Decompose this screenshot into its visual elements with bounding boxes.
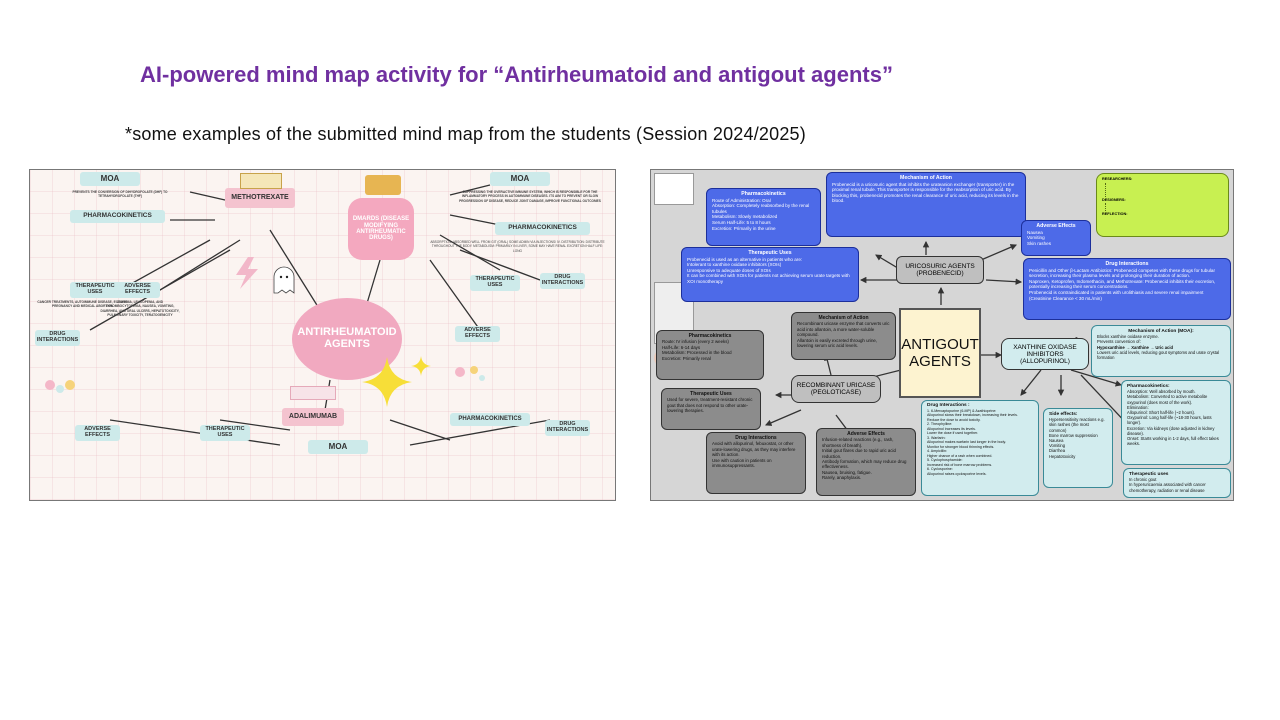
box-line: Rarely, anaphylaxis. [822,475,862,481]
box-line: Lowers uric acid levels, reducing gout symptoms and urate crystal formation [1097,349,1220,361]
designers-title: DESIGNERS: [1102,197,1126,202]
box-line: Allopurinol raises cyclosporine levels. [927,471,987,476]
ae-label: ADVERSE EFFECTS [124,283,151,295]
tu-methotrexate-text: CANCER TREATMENTS, AUTOIMMUNE DISEASE, ECTOPIC PREGNANCY AND MEDICAL ABORTION [37,300,128,309]
box-line: 6. Cyclosporine: [927,467,953,471]
sparkle-icon [360,355,415,410]
box-line: Allantoin is easily excreted through urine, lowering serum uric acid levels. [797,337,878,349]
box-line: Penicillin and Other β-Lactam Antibiotics: Probenecid competes with these drugs for tubular secretion, increasing their plasma levels and prolonging their duration of action. [1029,267,1215,279]
box-line: Elimination: [1127,404,1149,410]
ae-methotrexate-text: ANAEMIA, LEUKOPENIA, AND THROMBOCYTOPENIA, NAUSEA, VOMITING, DIARRHEA, AND ORAL ULCERS, HEPATOTOXICITY, PULMONARY TOXICITY, TERATOGENICITY [100,300,180,318]
allopurinol-therapeutic-uses [1123,468,1231,498]
box-title: Therapeutic Uses [690,391,732,397]
box-line: Nausea [1027,229,1043,235]
box-line: Hypoxanthine → Xanthine → Uric acid [1097,344,1174,350]
box-title: Side effects: [1049,412,1078,417]
moa-methotrexate-text: PREVENTS THE CONVERSION OF DIHYDROFOLATE (DHF) TO TETRAHYDROFOLATE (THF) [72,190,168,199]
di-label: DRUG INTERACTIONS [546,421,589,433]
box-line: It can be combined with XOIs for patients not achieving serum urate targets with XOI monotherapy [687,273,850,284]
adalimumab-image [290,386,336,400]
box-line: Route of Administration: Oral [712,197,771,203]
box-line: In hyperuricaemia associated with cancer chemotherapy, radiation or renal disease [1129,482,1206,493]
tu-label: THERAPEUTIC USES [205,426,245,438]
moa-label: MOA [510,173,530,183]
box-line: Allopurinol: Short half-life (~2 hours). [1127,410,1196,416]
pegloticase-pharmacokinetics [656,330,764,380]
pegloticase-adverse-effects [816,428,916,496]
box-line: Metabolism: Slowly metabolized [712,214,778,220]
box-line: Higher chance of a rash when combined. [927,453,993,458]
box-line: 3. Warfarin: [927,435,946,440]
box-line: Increased risk of bone marrow problems. [927,462,993,467]
box-line: Hypersensitivity reactions e.g. skin rashes (the most common) [1049,417,1105,433]
box-line: 1. 6-Mercaptopurine (6-MP) & Azathioprine: [927,408,997,413]
pegloticase-drug-interactions [706,432,806,494]
illustration-image [654,173,694,205]
box-line: Recombinant uricase enzyme that converts uric acid into allantoin, a more water-soluble compound. [797,321,890,338]
flower-icon [450,360,490,390]
box-line: Use with caution in patients on immunosuppressants. [712,457,772,469]
box-title: Drug Interactions : [927,403,970,408]
dmards-image [365,175,401,195]
box-line: Lower the dose if used together. [927,431,979,435]
researchers-box [1096,173,1229,237]
box-line: Intolerant to xanthine oxidase inhibitors (XOIs) [687,262,782,268]
box-line: Allopurinol makes warfarin last longer in the body. [927,440,1007,444]
tu-label: THERAPEUTIC USES [75,283,115,295]
box-line: Absorption: Well absorbed by mouth. [1127,389,1196,395]
tu-adalimumab-header [200,425,250,441]
xanthine-label: XANTHINE OXIDASE INHIBITORS (ALLOPURINOL) [1013,343,1077,365]
box-line: Excretion: Primarily in the urine [712,225,776,231]
di-dmards-header [540,273,585,289]
box-line: Probenecid is used as an alternative in patients who are: [687,256,803,262]
box-title: Therapeutic uses [1129,472,1169,477]
ghost-icon [270,265,298,295]
di-label: DRUG INTERACTIONS [541,274,584,286]
box-title: Drug Interactions [735,435,777,441]
slide-subtitle: *some examples of the submitted mind map from the students (Session 2024/2025) [125,124,806,144]
box-title: Adverse Effects [1036,223,1076,229]
slide-title: AI-powered mind map activity for “Antirheumatoid and antigout agents” [140,62,893,87]
box-title: Pharmacokinetics: [1127,384,1170,389]
box-line: Vomiting [1049,443,1066,449]
box-line: Probenecid is contraindicated in patients with urolithiasis and severe renal impairment (Creatinine Clearance < 30 mL/min) [1029,289,1204,301]
ae-label: ADVERSE EFFECTS [464,327,491,339]
moa-adalimumab-header [308,440,368,454]
node-recombinant-uricase [791,375,881,403]
allopurinol-pharmacokinetics [1121,380,1231,465]
pk-adalimumab-header [450,413,530,426]
probenecid-pharmacokinetics [706,188,821,246]
box-line: Skin rashes [1027,240,1052,246]
box-title: Drug Interactions [1105,261,1149,267]
pk-label: PHARMACOKINETICS [508,224,577,232]
box-line: Allopurinol increases its levels. [927,426,976,431]
methotrexate-label: METHOTREXATE [231,194,289,202]
box-line: Monitor for stronger blood thinning effects. [927,444,995,449]
box-line: 2. Theophylline: [927,422,953,426]
probenecid-drug-interactions [1023,258,1231,320]
tu-methotrexate-header [70,282,120,298]
researchers-title: RESEARCHERS: [1102,177,1133,181]
node-adalimumab [282,408,344,426]
methotrexate-image [240,173,282,189]
box-line: Excretion: Primarily renal [662,355,711,361]
box-title: Mechanism of Action (MOA): [1128,329,1194,334]
uricosuric-label: URICOSURIC AGENTS (PROBENECID) [905,263,975,277]
box-title: Therapeutic Uses [748,250,792,256]
pk-dmards-text: ABSORPTION: ABSORBED WELL FROM GIT (ORAL) SOME ADMIN VIA INJECTIONS/ IV. DISTRIBUTION: DISTRIBUTE THROUGHOUT THE BODY. METABOLISM: PRIMARILY IN LIVER, SOME MAY HAVE RENAL EXCRETION HALF LIFE: LONG [430,240,605,253]
pegloticase-therapeutic-uses [661,388,761,430]
pk-methotrexate-header [70,210,165,223]
recombinant-label: RECOMBINANT URICASE (PEGLOTICASE) [796,382,876,396]
box-line: Nausea [1049,438,1064,444]
box-line: Nausea, bruising, fatigue. [822,469,872,475]
box-line: Prevents conversion of: [1097,339,1141,345]
box-line: Allopurinol slows their breakdown, increasing their levels. [927,413,1018,417]
allopurinol-side-effects [1043,408,1113,488]
box-line: Serum Half-Life: 5 to 8 hours [712,219,771,225]
box-title: Adverse Effects [847,431,885,437]
pegloticase-mechanism [791,312,896,360]
box-line: Naproxen, Ketoprofen, Indomethacin, and Methotrexate: Probenecid inhibits their excretion, potentially increasing their serum concentrations. [1029,278,1216,290]
pk-label: PHARMACOKINETICS [458,416,522,423]
tu-label: THERAPEUTIC USES [475,276,515,288]
probenecid-adverse-effects [1021,220,1091,256]
box-title: Pharmacokinetics [688,333,732,339]
box-line: 4. Ampicillin: [927,449,947,453]
box-line: Excretion: Via kidneys (dose adjusted in kidney disease). [1127,425,1215,436]
box-line: Infusion-related reactions (e.g., rash, shortness of breath). [822,437,894,448]
box-line: Initial gout flares due to rapid uric acid reduction. [822,448,896,459]
adalimumab-label: ADALIMUMAB [288,413,338,421]
ae-dmards-header [455,326,500,342]
node-uricosuric [896,256,984,284]
box-line: 5. Cyclophosphamide: [927,458,963,462]
box-line: Bone marrow suppression [1049,432,1098,438]
box-line: Absorption: Completely reabsorbed by the renal tubules [712,203,810,214]
center-node-antigout [899,308,981,398]
lightning-icon [228,255,268,290]
dmards-label: DMARDS (DISEASE MODIFYING ANTIRHEUMATIC DRUGS) [352,216,410,242]
box-title: Mechanism of Action [900,175,952,181]
moa-dmards-header [490,172,550,186]
box-line: Metabolism: Converted to active metabolite oxypurinol (does most of the work). [1127,394,1208,405]
box-line: Unresponsive to adequate doses of XOIs [687,267,771,273]
box-line: Onset: Starts working in 1-2 days, full effect takes weeks. [1127,436,1219,447]
text-lines [1105,203,1223,211]
moa-label: MOA [100,173,120,183]
box-line: Used for severe, treatment-resistant chronic gout that does not respond to other urate-lowering therapies. [667,397,753,414]
node-xanthine-oxidase-inhibitors [1001,338,1089,370]
tu-dmards-header [470,275,520,291]
antigout-mind-map [650,169,1234,501]
text-lines [1105,183,1223,197]
center-label: ANTIRHEUMATOID AGENTS [297,326,397,350]
probenecid-therapeutic-uses [681,247,859,302]
moa-label: MOA [328,441,348,451]
box-line: Antibody formation, which may reduce drug effectiveness. [822,459,907,470]
flower-icon [40,375,80,405]
di-methotrexate-header [35,330,80,346]
pk-dmards-header [495,222,590,235]
box-line: Oxypurinol: Long half-life (~18-30 hours, lasts longer). [1127,415,1212,426]
reflection-title: REFLECTION: [1102,212,1128,217]
box-line: Blocks xanthine oxidase enzyme. [1097,334,1159,340]
allopurinol-mechanism [1091,325,1231,377]
box-text: Probenecid is a uricosuric agent that inhibits the urateanion exchanger (transporter) in the proximal renal tubule. This transporter is responsible for the reabsorption of uric acid. By blocking this, probenecid promotes the renal clearance of uric acid, reducing its levels in the blood. [832,181,1019,204]
pk-label: PHARMACOKINETICS [83,212,152,220]
box-line: Route: IV infusion (every 2 weeks) [662,339,729,345]
box-line: Avoid with allopurinol, febuxostat, or other urate-lowering drugs, as they may interfere with its action. [712,441,796,458]
box-line: Vomiting [1027,235,1045,241]
moa-methotrexate-header [80,172,140,186]
di-label: DRUG INTERACTIONS [36,331,79,343]
ae-methotrexate-header [115,282,160,298]
ae-label: ADVERSE EFFECTS [84,426,111,438]
sparkle-icon [410,355,432,377]
box-line: Half-Life: 6-14 days [662,344,701,350]
box-line: Hepatotoxicity [1049,453,1076,459]
moa-dmards-text: SUPPRESSING THE OVERACTIVE IMMUNE SYSTEM, WHICH IS RESPONSIBLE FOR THE INFLAMMATORY PROCESS IN AUTOIMMUNE DISEASES. ITS AIM TO PREVENT OR SLOW PROGRESSION OF DISEASE, REDUCE JOINT DAMAGE, IMPROVE FUNCTIONAL OUTCOMES [459,190,601,203]
box-line: Diarrhea [1049,448,1066,454]
box-title: Pharmacokinetics [741,191,786,197]
box-title: Mechanism of Action [818,315,869,321]
node-methotrexate [225,188,295,208]
box-line: Reduce the dose to avoid toxicity. [927,417,981,422]
ae-adalimumab-header [75,425,120,441]
allopurinol-drug-interactions [921,400,1039,496]
di-adalimumab-header [545,420,590,436]
box-line: Metabolism: Processed in the blood [662,350,732,356]
probenecid-mechanism [826,172,1026,237]
center-label: ANTIGOUT AGENTS [901,336,979,370]
node-dmards [348,198,414,260]
antirheumatoid-mind-map [29,169,616,501]
box-line: In chronic gout [1129,477,1157,483]
